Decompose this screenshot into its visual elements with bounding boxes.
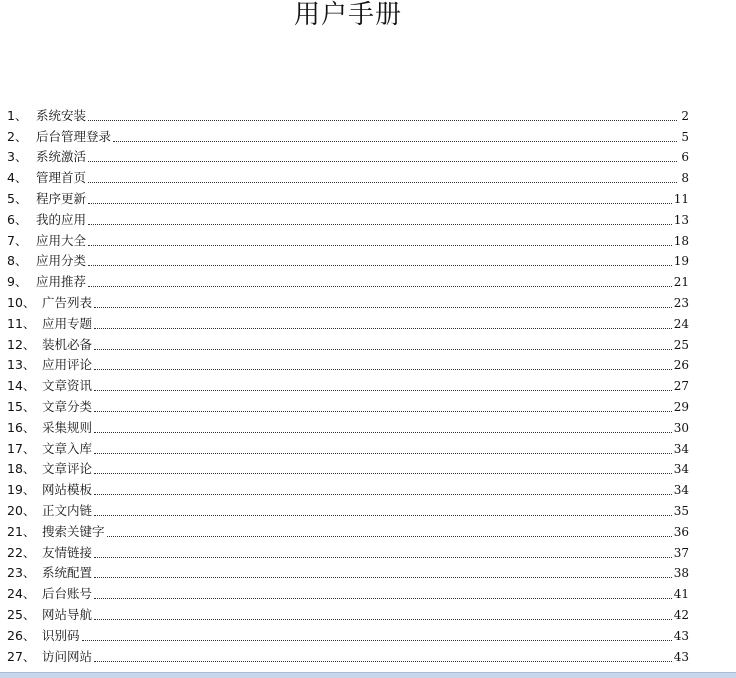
toc-dot-leader [94, 576, 672, 578]
toc-entry-label: 网站导航 [42, 606, 93, 622]
toc-entry-page-number: 41 [673, 587, 689, 602]
toc-entry-page-number: 37 [673, 545, 689, 560]
toc-entry-number: 12、 [7, 336, 36, 352]
toc-entry-label: 正文内链 [42, 502, 93, 518]
toc-entry-number: 16、 [7, 419, 36, 435]
toc-entry-label: 应用推荐 [36, 274, 87, 290]
toc-dot-leader [88, 264, 672, 266]
toc-entry[interactable] [7, 435, 689, 456]
toc-dot-leader [88, 244, 672, 246]
toc-entry-page-number: 29 [673, 399, 689, 414]
toc-entry-page-number: 6 [681, 150, 689, 165]
toc-entry-label: 搜索关键字 [42, 523, 105, 539]
toc-entry-number: 11、 [7, 315, 36, 331]
toc-entry-page-number: 43 [673, 628, 689, 643]
toc-entry-label: 广告列表 [42, 294, 93, 310]
toc-entry-page-number: 30 [673, 420, 689, 435]
toc-entry[interactable] [7, 164, 689, 185]
toc-entry-page-number: 35 [673, 503, 689, 518]
toc-entry-number: 19、 [7, 482, 36, 498]
toc-entry-page-number: 8 [681, 171, 689, 186]
toc-dot-leader [94, 556, 672, 558]
toc-entry-number: 2、 [7, 128, 28, 144]
toc-entry[interactable] [7, 393, 689, 414]
toc-entry-label: 采集规则 [42, 419, 93, 435]
toc-dot-leader [88, 223, 672, 225]
toc-entry-number: 4、 [7, 170, 28, 186]
toc-dot-leader [94, 618, 672, 620]
toc-entry-number: 8、 [7, 253, 28, 269]
toc-entry-number: 20、 [7, 502, 36, 518]
toc-entry-label: 系统激活 [36, 149, 87, 165]
toc-entry-label: 应用专题 [42, 315, 93, 331]
toc-entry-label: 文章入库 [42, 440, 93, 456]
toc-entry-number: 5、 [7, 190, 28, 206]
toc-entry-page-number: 18 [673, 233, 689, 248]
toc-entry-number: 25、 [7, 606, 36, 622]
toc-entry[interactable] [7, 102, 689, 123]
toc-entry[interactable] [7, 414, 689, 435]
toc-entry[interactable] [7, 248, 689, 269]
toc-entry-page-number: 23 [673, 295, 689, 310]
toc-entry-page-number: 24 [673, 316, 689, 331]
toc-entry-label: 系统安装 [36, 107, 87, 123]
toc-dot-leader [94, 348, 672, 350]
toc-entry-label: 识别码 [42, 627, 80, 643]
toc-entry[interactable] [7, 227, 689, 248]
toc-dot-leader [94, 472, 672, 474]
toc-entry[interactable] [7, 123, 689, 144]
toc-dot-leader [113, 140, 677, 142]
toc-entry-label: 装机必备 [42, 336, 93, 352]
toc-dot-leader [88, 119, 677, 121]
toc-entry[interactable] [7, 518, 689, 539]
toc-entry[interactable] [7, 643, 689, 664]
toc-entry[interactable] [7, 476, 689, 497]
toc-entry-page-number: 13 [673, 212, 689, 227]
toc-dot-leader [88, 160, 677, 162]
window-bottom-bar [0, 672, 736, 678]
toc-entry-label: 应用大全 [36, 232, 87, 248]
toc-entry-page-number: 38 [673, 566, 689, 581]
toc-dot-leader [107, 535, 672, 537]
toc-entry-page-number: 42 [673, 607, 689, 622]
toc-dot-leader [88, 285, 672, 287]
toc-dot-leader [94, 327, 672, 329]
toc-entry-number: 24、 [7, 586, 36, 602]
toc-entry-page-number: 11 [673, 191, 689, 206]
toc-dot-leader [94, 389, 672, 391]
toc-entry-number: 3、 [7, 149, 28, 165]
toc-entry-page-number: 34 [673, 483, 689, 498]
toc-entry-number: 14、 [7, 378, 36, 394]
toc-entry-number: 27、 [7, 648, 36, 664]
table-of-contents [7, 102, 689, 664]
toc-entry-label: 管理首页 [36, 170, 87, 186]
toc-dot-leader [94, 306, 672, 308]
toc-dot-leader [94, 431, 672, 433]
toc-entry-label: 我的应用 [36, 211, 87, 227]
toc-entry-label: 应用分类 [36, 253, 87, 269]
toc-entry-page-number: 34 [673, 462, 689, 477]
toc-dot-leader [82, 639, 672, 641]
toc-dot-leader [94, 660, 672, 662]
toc-entry-page-number: 25 [673, 337, 689, 352]
toc-dot-leader [94, 410, 672, 412]
toc-entry-page-number: 36 [673, 524, 689, 539]
toc-entry-label: 文章分类 [42, 398, 93, 414]
toc-dot-leader [94, 514, 672, 516]
toc-entry-label: 应用评论 [42, 357, 93, 373]
toc-entry[interactable] [7, 622, 689, 643]
toc-entry-number: 1、 [7, 107, 28, 123]
toc-entry[interactable] [7, 539, 689, 560]
toc-dot-leader [88, 181, 677, 183]
toc-entry-label: 系统配置 [42, 565, 93, 581]
toc-entry-label: 访问网站 [42, 648, 93, 664]
toc-entry-number: 9、 [7, 274, 28, 290]
toc-entry-page-number: 21 [673, 275, 689, 290]
toc-entry-number: 7、 [7, 232, 28, 248]
toc-entry-number: 13、 [7, 357, 36, 373]
toc-entry[interactable] [7, 601, 689, 622]
toc-entry-label: 程序更新 [36, 190, 87, 206]
toc-entry-page-number: 27 [673, 379, 689, 394]
toc-dot-leader [94, 452, 672, 454]
toc-entry[interactable] [7, 185, 689, 206]
document-title: 用户手册 [293, 0, 402, 30]
toc-dot-leader [88, 202, 672, 204]
toc-entry-number: 26、 [7, 627, 36, 643]
toc-entry[interactable] [7, 497, 689, 518]
toc-entry-number: 22、 [7, 544, 36, 560]
toc-entry-number: 17、 [7, 440, 36, 456]
toc-entry[interactable] [7, 268, 689, 289]
toc-entry-number: 21、 [7, 523, 36, 539]
toc-entry-label: 后台账号 [42, 586, 93, 602]
toc-dot-leader [94, 597, 672, 599]
toc-entry-number: 18、 [7, 461, 36, 477]
toc-dot-leader [94, 368, 672, 370]
toc-entry-page-number: 43 [673, 649, 689, 664]
toc-entry-label: 友情链接 [42, 544, 93, 560]
toc-entry-number: 15、 [7, 398, 36, 414]
toc-entry-page-number: 2 [681, 108, 689, 123]
toc-entry[interactable] [7, 331, 689, 352]
toc-entry-label: 文章评论 [42, 461, 93, 477]
toc-entry-number: 23、 [7, 565, 36, 581]
toc-entry-page-number: 19 [673, 254, 689, 269]
toc-entry[interactable] [7, 206, 689, 227]
toc-entry-number: 6、 [7, 211, 28, 227]
toc-entry[interactable] [7, 372, 689, 393]
toc-entry-page-number: 26 [673, 358, 689, 373]
toc-entry-label: 文章资讯 [42, 378, 93, 394]
toc-entry[interactable] [7, 310, 689, 331]
toc-dot-leader [94, 493, 672, 495]
toc-entry-number: 10、 [7, 294, 36, 310]
toc-entry[interactable] [7, 352, 689, 373]
toc-entry-label: 网站模板 [42, 482, 93, 498]
toc-entry[interactable] [7, 560, 689, 581]
toc-entry-label: 后台管理登录 [36, 128, 112, 144]
toc-entry[interactable] [7, 580, 689, 601]
toc-entry[interactable] [7, 289, 689, 310]
toc-entry[interactable] [7, 144, 689, 165]
toc-entry-page-number: 5 [681, 129, 689, 144]
toc-entry[interactable] [7, 456, 689, 477]
toc-entry-page-number: 34 [673, 441, 689, 456]
